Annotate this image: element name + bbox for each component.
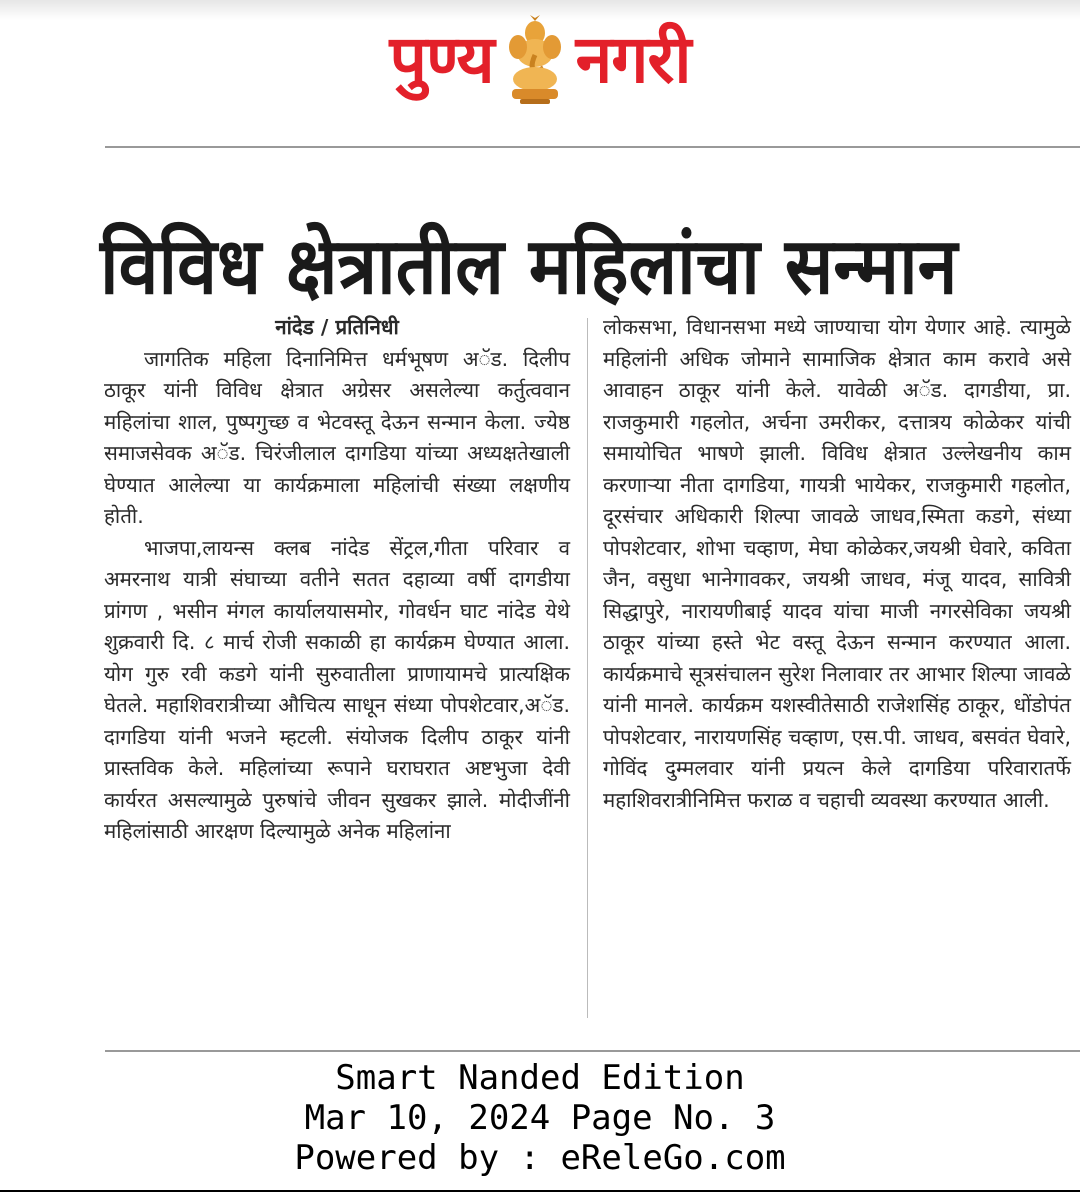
article-paragraph: जागतिक महिला दिनानिमित्त धर्मभूषण अॅड. दिलीप ठाकूर यांनी विविध क्षेत्रात अग्रेसर असलेल्या कर्तुत्ववान महिलांचा शाल, पुष्पगुच्छ व भेटवस्तू देऊन सन्मान केला. ज्येष्ठ समाजसेवक अॅड. चिरंजीलाल दागडिया यांच्या अध्यक्षतेखाली घेण्यात आलेल्या या कार्यक्रमाला महिलांची संख्या लक्षणीय होती.	[104, 346, 570, 528]
article-dateline: नांदेड / प्रतिनिधी	[275, 315, 399, 339]
logo-right-text: नगरी	[575, 21, 691, 98]
page-bottom-border	[0, 1190, 1080, 1192]
article-column-left	[104, 312, 570, 848]
edition-name: Smart Nanded Edition	[335, 1058, 745, 1098]
edition-date-page: Mar 10, 2024 Page No. 3	[304, 1098, 776, 1138]
article-paragraph: लोकसभा, विधानसभा मध्ये जाण्याचा योग येणार आहे. त्यामुळे महिलांनी अधिक जोमाने सामाजिक क्षेत्रात काम करावे असे आवाहन ठाकूर यांनी केले. यावेळी अॅड. दागडीया, प्रा. राजकुमारी गहलोत, अर्चना उमरीकर, दत्तात्रय कोळेकर यांची समायोचित भाषणे झाली. विविध क्षेत्रात उल्लेखनीय काम करणाऱ्या नीता दागडिया, गायत्री भायेकर, राजकुमारी गहलोत, दूरसंचार अधिकारी शिल्पा जावळे जाधव,स्मिता कडगे, संध्या पोपशेटवार, शोभा चव्हाण, मेघा कोळेकर,जयश्री घेवारे, कविता जैन, वसुधा भानेगावकर, जयश्री जाधव, मंजू यादव, सावित्री सिद्धापुरे, नारायणीबाई यादव यांचा माजी नगरसेविका जयश्री ठाकूर यांच्या हस्ते भेट वस्तू देऊन सन्मान करण्यात आला. कार्यक्रमाचे सूत्रसंचालन सुरेश निलावार तर आभार शिल्पा जावळे यांनी मानले. कार्यक्रम यशस्वीतेसाठी राजेशसिंह ठाकूर, धोंडोपंत पोपशेटवार, नारायणसिंह चव्हाण, एस.पी. जाधव, बसवंत घेवारे, गोविंद दुम्मलवार यांनी प्रयत्न केले दागडिया परिवारातर्फे महाशिवरात्रीनिमित्त फराळ व चहाची व्यवस्था करण्यात आली.	[603, 315, 1071, 812]
article-paragraph: भाजपा,लायन्स क्लब नांदेड सेंट्रल,गीता परिवार व अमरनाथ यात्री संघाच्या वतीने सतत दहाव्या वर्षी दागडीया प्रांगण , भसीन मंगल कार्यालयासमोर, गोवर्धन घाट नांदेड येथे शुक्रवारी दि. ८ मार्च रोजी सकाळी हा कार्यक्रम घेण्यात आला. योग गुरु रवी कडगे यांनी सुरुवातीला प्राणायामचे प्रात्यक्षिक घेतले. महाशिवरात्रीच्या औचित्य साधून संध्या पोपशेटवार,अॅड. दागडिया यांनी भजने म्हटली. संयोजक दिलीप ठाकूर यांनी प्रास्तविक केले. महिलांच्या रूपाने घराघरात अष्टभुजा देवी कार्यरत असल्यामुळे पुरुषांचे जीवन सुखकर झाले. मोदीजींनी महिलांसाठी आरक्षण दिल्यामुळे अनेक महिलांना	[104, 535, 570, 843]
logo-left-text: पुण्य	[389, 21, 494, 98]
top-divider	[105, 146, 1080, 148]
newspaper-masthead	[0, 0, 1080, 120]
article-column-right	[603, 312, 1071, 816]
powered-by: Powered by : eReleGo.com	[294, 1138, 786, 1178]
edition-footer	[0, 1058, 1080, 1178]
ganesha-icon	[498, 15, 572, 105]
column-divider	[587, 318, 588, 1018]
article-headline: विविध क्षेत्रातील महिलांचा सन्मान	[100, 222, 958, 313]
bottom-divider	[105, 1050, 1080, 1052]
